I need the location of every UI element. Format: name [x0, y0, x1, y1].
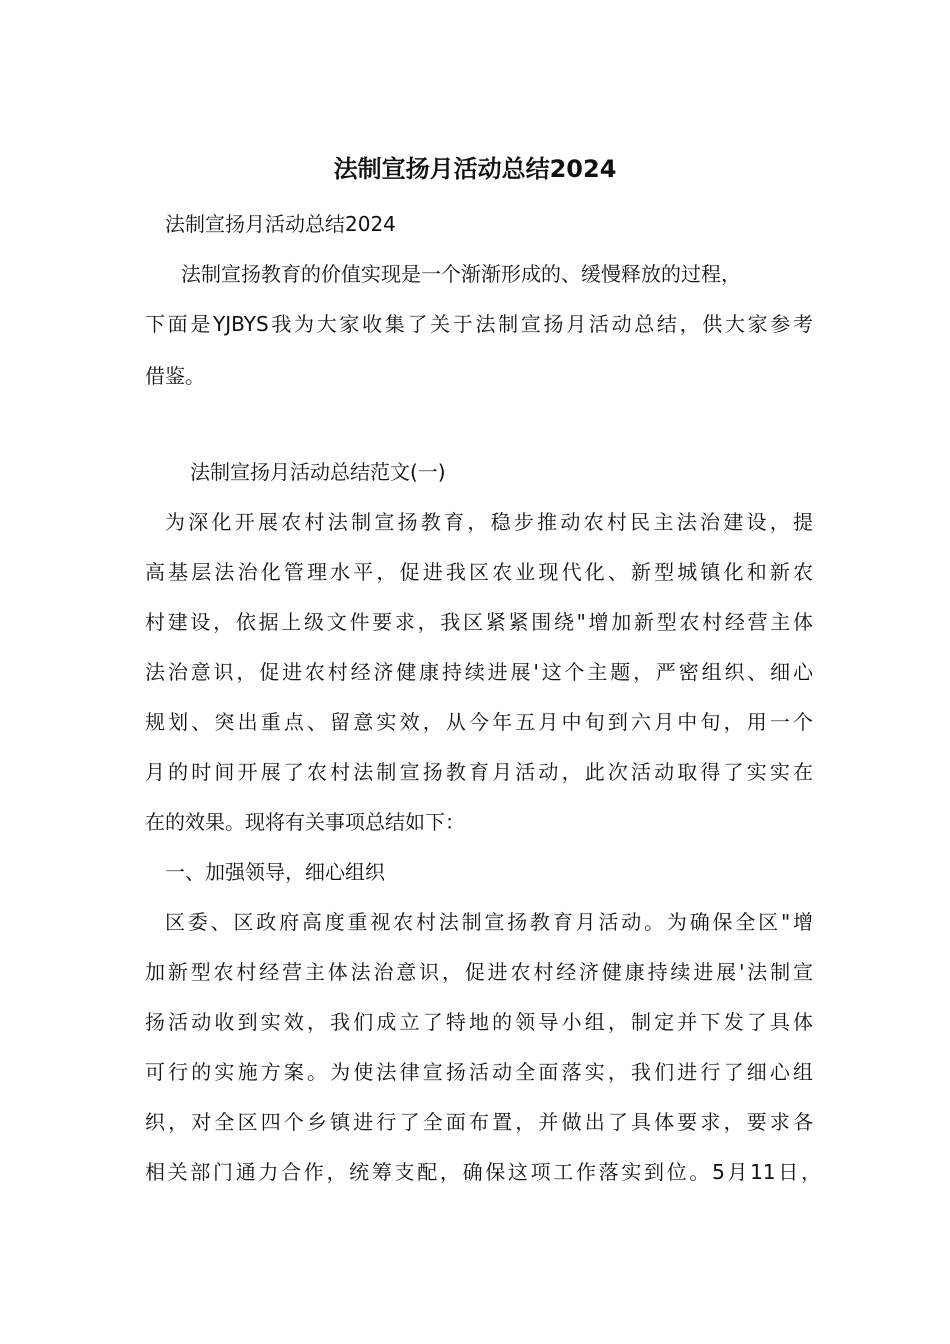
paragraph-1-line-7: 在的效果。现将有关事项总结如下：: [145, 810, 465, 834]
section-heading: 法制宣扬月活动总结范文(一): [190, 460, 446, 484]
paragraph-2-line-1: 区委、区政府高度重视农村法制宣扬教育月活动。为确保全区"增: [165, 910, 813, 934]
subtitle-line: 法制宣扬月活动总结2024: [165, 212, 396, 236]
paragraph-1-line-4: 法治意识，促进农村经济健康持续进展'这个主题，严密组织、细心: [145, 660, 813, 684]
subheading-1: 一、加强领导，细心组织: [165, 860, 385, 884]
intro-line-2: 下面是YJBYS我为大家收集了关于法制宣扬月活动总结，供大家参考: [145, 312, 813, 336]
intro-line-1: 法制宣扬教育的价值实现是一个渐渐形成的、缓慢释放的过程，: [181, 262, 741, 286]
paragraph-1-line-5: 规划、突出重点、留意实效，从今年五月中旬到六月中旬，用一个: [145, 710, 813, 734]
paragraph-1-line-1: 为深化开展农村法制宣扬教育，稳步推动农村民主法治建设，提: [165, 510, 813, 534]
paragraph-2-line-6: 相关部门通力合作，统筹支配，确保这项工作落实到位。5月11日，: [145, 1160, 821, 1184]
paragraph-2-line-4: 可行的实施方案。为使法律宣扬活动全面落实，我们进行了细心组: [145, 1060, 813, 1084]
paragraph-2-line-2: 加新型农村经营主体法治意识，促进农村经济健康持续进展'法制宣: [145, 960, 813, 984]
paragraph-1-line-2: 高基层法治化管理水平，促进我区农业现代化、新型城镇化和新农: [145, 560, 813, 584]
paragraph-1-line-3: 村建设，依据上级文件要求，我区紧紧围绕"增加新型农村经营主体: [145, 610, 813, 634]
paragraph-2-line-3: 扬活动收到实效，我们成立了特地的领导小组，制定并下发了具体: [145, 1010, 813, 1034]
intro-line-3: 借鉴。: [145, 364, 205, 388]
document-title: 法制宣扬月活动总结2024: [333, 155, 617, 183]
paragraph-2-line-5: 织，对全区四个乡镇进行了全面布置，并做出了具体要求，要求各: [145, 1110, 813, 1134]
paragraph-1-line-6: 月的时间开展了农村法制宣扬教育月活动，此次活动取得了实实在: [145, 760, 813, 784]
